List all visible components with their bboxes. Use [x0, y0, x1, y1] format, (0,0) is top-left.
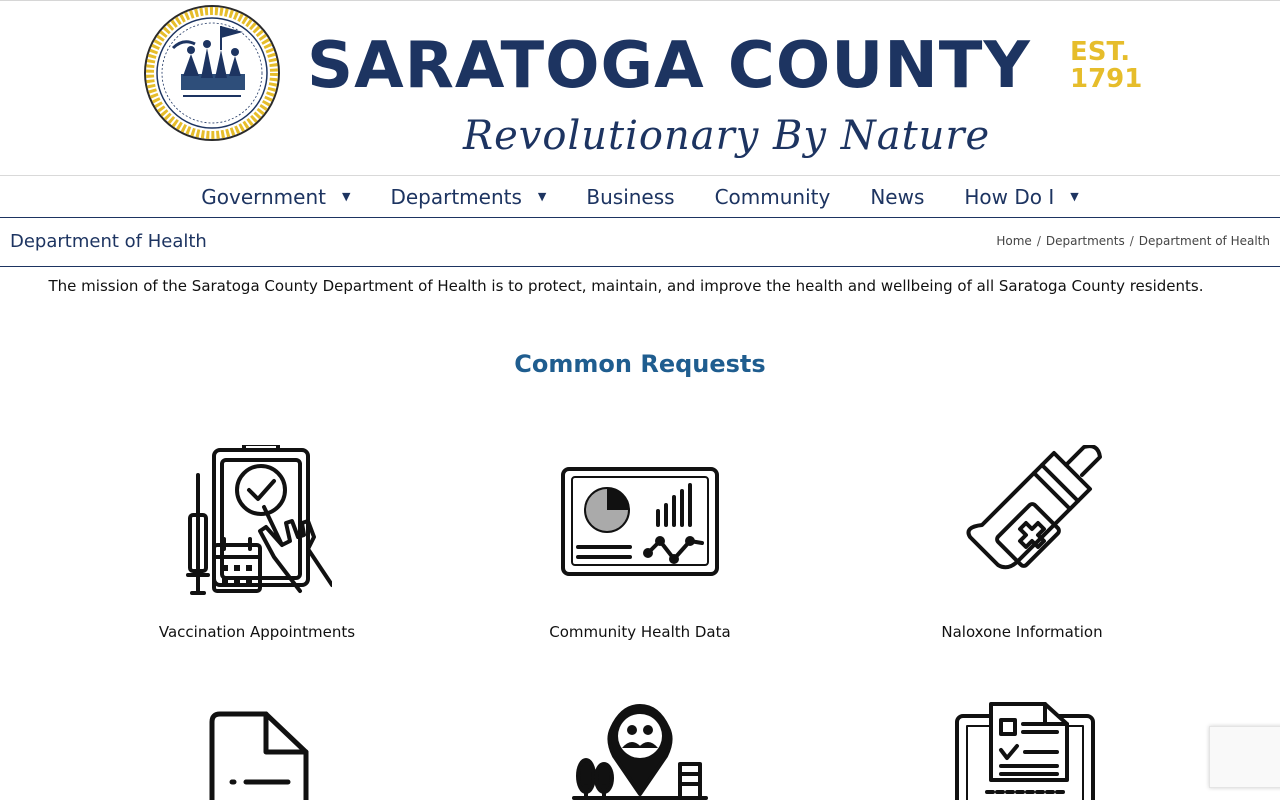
site-brand-title[interactable]: SARATOGA COUNTY: [307, 29, 1031, 103]
main-navigation: [0, 175, 1280, 218]
nav-item-label[interactable]: News: [870, 184, 925, 209]
nav-item-business[interactable]: [586, 185, 674, 209]
section-title: Common Requests: [514, 350, 766, 378]
card-label[interactable]: Naloxone Information: [941, 623, 1103, 641]
breadcrumb-current: Department of Health: [1138, 234, 1270, 248]
page-title: Department of Health: [10, 231, 207, 252]
dropdown-caret-icon[interactable]: ▼: [341, 190, 351, 203]
site-tagline: Revolutionary By Nature: [463, 113, 991, 159]
vaccination-clipboard-icon[interactable]: [182, 445, 332, 600]
naloxone-bottle-icon[interactable]: [942, 445, 1102, 600]
mission-statement: The mission of the Saratoga County Department of Health is to protect, maintain, and improve the health and wellbeing of all Saratoga County residents.: [48, 277, 1204, 295]
nav-item-departments[interactable]: [390, 185, 546, 209]
nav-items: [0, 176, 1280, 217]
document-icon[interactable]: [202, 700, 312, 800]
nav-item-government[interactable]: [201, 185, 350, 209]
recaptcha-badge[interactable]: [1209, 726, 1280, 788]
nav-item-label[interactable]: Departments: [390, 184, 522, 209]
card-vaccination-appointments[interactable]: [107, 445, 407, 641]
card-community-location[interactable]: [490, 700, 790, 800]
card-label[interactable]: Community Health Data: [549, 623, 731, 641]
card-form-checklist[interactable]: [872, 700, 1172, 800]
nav-item-label[interactable]: Business: [586, 184, 675, 209]
dropdown-caret-icon[interactable]: ▼: [537, 190, 547, 203]
est-year: 1791: [1070, 64, 1143, 94]
site-header: [0, 0, 1280, 176]
breadcrumb-home[interactable]: Home: [996, 234, 1032, 248]
nav-item-how-do-i[interactable]: [964, 185, 1078, 209]
breadcrumb-separator: /: [1129, 234, 1134, 248]
breadcrumb: [996, 234, 1270, 248]
nav-item-label[interactable]: Community: [714, 184, 831, 209]
card-naloxone-information[interactable]: [872, 445, 1172, 641]
nav-item-label[interactable]: How Do I: [964, 184, 1055, 209]
nav-item-community[interactable]: [715, 185, 831, 209]
breadcrumb-departments[interactable]: Departments: [1045, 234, 1125, 248]
card-community-health-data[interactable]: [490, 445, 790, 641]
page-title-bar: [0, 217, 1280, 267]
county-seal-icon[interactable]: [143, 4, 281, 142]
health-data-dashboard-icon[interactable]: [560, 445, 720, 600]
dropdown-caret-icon[interactable]: ▼: [1070, 190, 1079, 203]
nav-item-news[interactable]: [870, 185, 924, 209]
nav-item-label[interactable]: Government: [201, 184, 326, 209]
breadcrumb-separator: /: [1036, 234, 1041, 248]
form-checklist-icon[interactable]: [947, 700, 1097, 800]
est-label: EST.: [1070, 37, 1131, 67]
card-label[interactable]: Vaccination Appointments: [158, 623, 356, 641]
established-year: [1070, 37, 1143, 94]
card-document[interactable]: [107, 700, 407, 800]
community-location-icon[interactable]: [570, 700, 710, 800]
